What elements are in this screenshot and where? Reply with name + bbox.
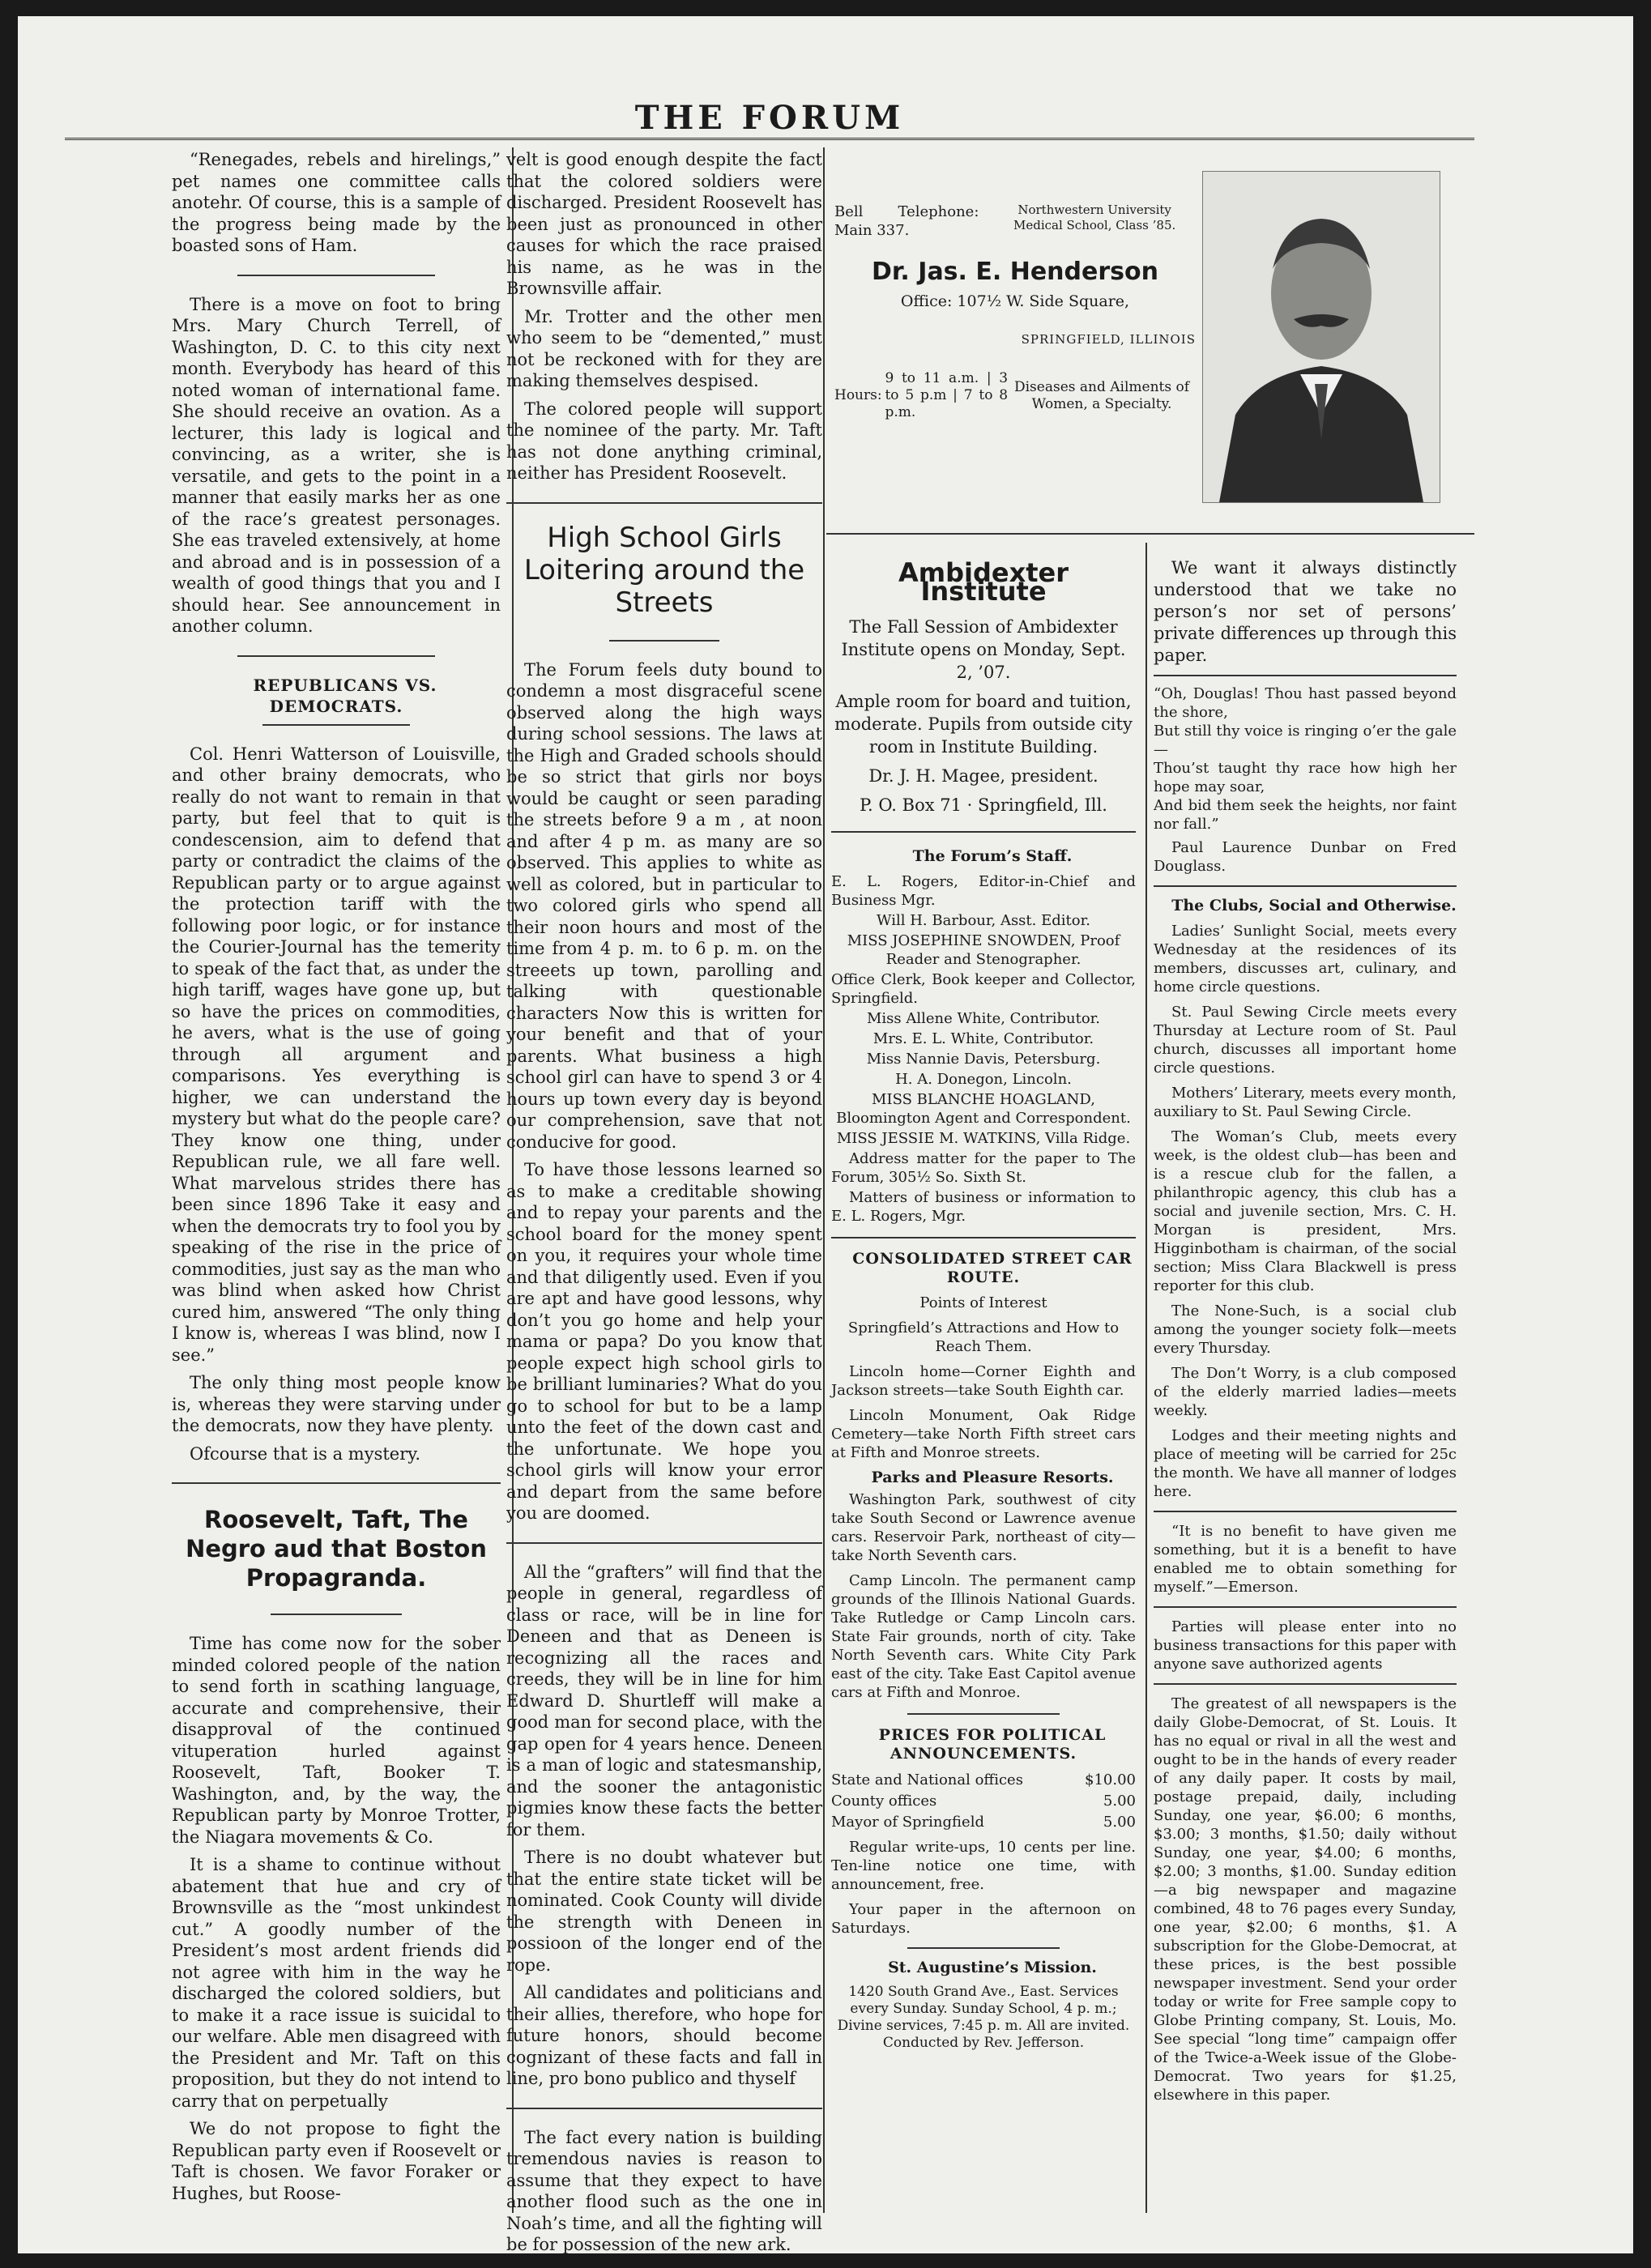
car-route-subtitle2: Springfield’s Attractions and How to Reach Them. <box>847 1319 1120 1355</box>
notice-private-differences: We want it always distinctly understood that we take no person’s nor set of persons’ private differences up through this paper. <box>1154 558 1457 665</box>
article-high-school-p2: To have those lessons learned so as to make a creditable showing and to repay your parents and the school board for the money spent on you, it requires your whole time and that diligently used. Even if you are apt and have good lessons, why don’t you go home and help your mama or papa? Do you know that people expect high school girls to be brilliant luminaries? What do you go to school for but to be a lamp unto the feet of the down cast and the unfortunate. We hope you school girls will know your error and depart from the same before you are doomed. <box>506 1160 822 1523</box>
club-item: The Don’t Worry, is a club composed of the elderly married ladies—meets weekly. <box>1154 1365 1457 1419</box>
divider <box>237 655 435 657</box>
staff-line: MISS BLANCHE HOAGLAND, Bloomington Agent and Correspondent. <box>836 1091 1131 1127</box>
mission-title: St. Augustine’s Mission. <box>888 1959 1097 1976</box>
institute-address: P. O. Box 71 · Springfield, Ill. <box>860 795 1107 815</box>
club-item: Ladies’ Sunlight Social, meets every Wednesday at the residences of its members, discusses art, culinary, and home circle questions. <box>1154 923 1457 995</box>
article-watterson-p2: The only thing most people know is, whereas they were starving under the democrats, now they have plenty. <box>172 1373 501 1435</box>
masthead-title: THE FORUM <box>634 99 905 137</box>
institute-name: Ambidexter Institute <box>898 557 1069 607</box>
divider <box>506 502 822 504</box>
club-item: Lodges and their meeting nights and place of meeting will be carried for 25c the month. We have all manner of lodges here. <box>1154 1427 1457 1500</box>
divider <box>609 640 720 642</box>
doctor-ad <box>834 202 1196 421</box>
mission-text: 1420 South Grand Ave., East. Services every Sunday. Sunday School, 4 p. m.; Divine services, 7:45 p. m. All are invited. Conducted by Rev. Jefferson. <box>837 1984 1130 2051</box>
article-roosevelt-p3: We do not propose to fight the Republican party even if Roosevelt or Taft is chosen. We favor Foraker or Hughes, but Roose- <box>172 2119 501 2203</box>
portrait-illustration <box>1203 172 1440 502</box>
staff-line: Mrs. E. L. White, Contributor. <box>872 1030 1094 1047</box>
staff-line: H. A. Donegon, Lincoln. <box>895 1071 1072 1088</box>
divider <box>506 1542 822 1544</box>
doctor-hours: 9 to 11 a.m. | 3 to 5 p.m | 7 to 8 p.m. <box>885 370 1009 420</box>
price-label: County offices <box>831 1793 937 1810</box>
doctor-ad-bottom-rule <box>826 533 1474 535</box>
staff-line: Miss Allene White, Contributor. <box>866 1010 1101 1027</box>
divider <box>506 2108 822 2109</box>
prices-title: PRICES FOR POLITICAL ANNOUNCEMENTS. <box>878 1726 1107 1763</box>
headline-roosevelt-taft: Roosevelt, Taft, The Negro aud that Boston Propagranda. <box>186 1506 487 1592</box>
price-label: State and National offices <box>831 1771 1023 1788</box>
club-item: St. Paul Sewing Circle meets every Thursday at Lecture room of St. Paul church, discusses all important home circle questions. <box>1154 1004 1457 1076</box>
price-row <box>831 1812 1136 1833</box>
notice-authorized-agents: Parties will please enter into no business transactions for this paper with anyone save authorized agents <box>1154 1618 1457 1673</box>
price-value: $10.00 <box>1085 1771 1136 1788</box>
divider <box>1154 885 1457 887</box>
club-item: The Woman’s Club, meets every week, is the oldest club—has been and is a rescue club for the fallen, a philanthropic agency, this club has a social and juvenile section, Mrs. C. H. Morgan is president, Mrs. Higginbotham is chairman, of the social section; Miss Clara Blackwell is press reporter for this club. <box>1154 1128 1457 1294</box>
doctor-school: Northwestern University Medical School, Class ’85. <box>1013 202 1176 232</box>
article-watterson: Col. Henri Watterson of Louisville, and other brainy democrats, who really do not want to remain in that party, but feel that to quit is condescension, aim to defend that party or contradict the claims of the Republican party or to argue against the protection tariff with the following poor logic, or for instance the Courier-Journal has the temerity to speak of the fact that, as under the high tariff, wages have gone up, but so have the prices on commodities, he avers, what is the use of going through all argument and comparisons. Yes everything is higher, we can understand the mystery but what do the people care? They know one thing, under Republican rule, we all fare well. What marvelous strides there has been since 1896 Take it easy and when the democrats try to fool you by speaking of the rise in the price of commodities, just say as the man who was blind when asked how Christ cured him, answered “The only thing I know is, whereas I was blind, now I see.” <box>172 744 501 1365</box>
institute-session: The Fall Session of Ambidexter Institute opens on Monday, Sept. 2, ’07. <box>841 617 1126 682</box>
divider <box>172 1482 501 1484</box>
car-route-lincoln-home: Lincoln home—Corner Eighth and Jackson streets—take South Eighth car. <box>831 1363 1136 1399</box>
column-2 <box>506 149 822 2262</box>
divider <box>831 831 1136 833</box>
staff-line: Miss Nannie Davis, Petersburg. <box>866 1051 1101 1068</box>
article-candidates: All candidates and politicians and their allies, therefore, who hope for future honors, should become cognizant of these facts and fall in line, pro bono publico and thyself <box>506 1983 822 2088</box>
article-roosevelt-p2: It is a shame to continue without abatement that hue and cry of Brownsville as the “most unkindest cut.” A goodly number of the President’s most ardent friends did not agree with him in the way he discharged the colored soldiers, but to make it a race issue is suicidal to our welfare. Able men disagreed with the President and Mr. Taft on this proposition, but they do not intend to carry that on perpetually <box>172 1855 501 2111</box>
doctor-city: SPRINGFIELD, ILLINOIS <box>1021 332 1196 347</box>
globe-democrat-ad: The greatest of all newspapers is the daily Globe-Democrat, of St. Louis. It has no equal or rival in all the west and ought to be in the hands of every reader of any daily paper. It costs by mail, postage prepaid, daily, including Sunday, one year, $6.00; 6 months, $3.00; 3 months, $1.50; daily without Sunday, one year, $4.00; 6 months, $2.00; 3 months, $1.00. Sunday edition—a big newspaper and magazine combined, 48 to 76 pages every Sunday, one year, $2.00; 6 months, $1. A subscription for the Globe-Democrat, at these prices, is the best possible newspaper investment. Send your order today or write for Free sample copy to Globe Printing company, St. Louis, Mo. See special “long time” campaign offer of the Twice-a-Week issue of the Globe-Democrat. Two years for $1.25, elsewhere in this paper. <box>1154 1695 1457 2104</box>
article-trotter: Mr. Trotter and the other men who seem to be “demented,” must not be reckoned with for they are making themselves despised. <box>506 306 822 390</box>
club-item: The None-Such, is a social club among the younger society folk—meets every Thursday. <box>1154 1302 1457 1357</box>
divider <box>1154 1606 1457 1608</box>
car-route-camp: Camp Lincoln. The permanent camp grounds of the Illinois National Guards. Take Rutledge or Camp Lincoln cars. State Fair grounds, north of city. Take North Seventh cars. White City Park east of the city. Take East Capitol avenue cars at Fifth and Monroe. <box>831 1572 1136 1701</box>
doctor-portrait <box>1202 171 1440 503</box>
poem-line: And bid them seek the heights, nor faint nor fall.” <box>1154 797 1457 833</box>
price-value: 5.00 <box>1103 1814 1136 1831</box>
article-roosevelt-cont: velt is good enough despite the fact that the colored soldiers were discharged. President Roosevelt has been just as pronounced in other causes for which the race praised his name, as he was in the Brownsville affair. <box>506 150 822 298</box>
prices-saturdays: Your paper in the afternoon on Saturdays. <box>831 1901 1136 1937</box>
doctor-name: Dr. Jas. E. Henderson <box>872 258 1158 286</box>
column-rule-2 <box>823 147 825 2213</box>
clubs-title: The Clubs, Social and Otherwise. <box>1171 897 1457 914</box>
poem-line: Thou’st taught thy race how high her hope may soar, <box>1154 760 1457 795</box>
staff-line: MISS JOSEPHINE SNOWDEN, Proof Reader and Stenographer. <box>847 932 1120 968</box>
divider <box>907 1947 1060 1949</box>
divider <box>1154 1511 1457 1512</box>
column-1 <box>172 149 501 2210</box>
column-4 <box>1154 557 1457 2111</box>
article-navies: The fact every nation is building tremendous navies is reason to assume that they expect to have another flood such as the one in Noah’s time, and all the fighting will be for possession of the new ark. <box>506 2127 822 2254</box>
price-row <box>831 1770 1136 1791</box>
emerson-quote: “It is no benefit to have given me something, but it is a benefit to have enabled me to obtain something for myself.”—Emerson. <box>1154 1523 1457 1596</box>
headline-high-school-girls: High School Girls Loitering around the Streets <box>523 521 805 619</box>
prices-writeups: Regular write-ups, 10 cents per line. Ten-line notice one time, with announcement, free. <box>831 1839 1136 1893</box>
car-route-monument: Lincoln Monument, Oak Ridge Cemetery—take North Fifth street cars at Fifth and Monroe streets. <box>831 1407 1136 1461</box>
institute-room: Ample room for board and tuition, moderate. Pupils from outside city room in Institute Building. <box>834 692 1133 757</box>
staff-title: The Forum’s Staff. <box>912 847 1073 865</box>
poem-line: “Oh, Douglas! Thou hast passed beyond the shore, <box>1154 685 1457 721</box>
heading-republicans-vs-democrats: REPUBLICANS VS. DEMOCRATS. <box>253 675 437 716</box>
divider <box>831 1237 1136 1238</box>
car-route-parks: Washington Park, southwest of city take South Second or Lawrence avenue cars. Reservoir Park, northeast of city—take North Seventh cars. <box>831 1491 1136 1564</box>
club-item: Mothers’ Literary, meets every month, auxiliary to St. Paul Sewing Circle. <box>1154 1085 1457 1120</box>
article-high-school-p1: The Forum feels duty bound to condemn a most disgraceful scene observed along the high ways during school sessions. The laws at the High and Graded schools should be so strict that girls nor boys would be caught or seen parading the streets before 9 a m , at noon and after 4 p m. as many are so observed. This applies to white as well as colored, but in particular to two colored girls who spend all their noon hours and most of the time from 4 p. m. to 6 p. m. on the streeets up town, parolling and talking with questionable characters Now this is written for your benefit and that of your parents. What business a high school girl can have to spend 3 or 4 hours up town every day is beyond our comprehension, save that not conducive for good. <box>506 659 822 1152</box>
divider <box>271 1614 402 1615</box>
article-terrell: There is a move on foot to bring Mrs. Mary Church Terrell, of Washington, D. C. to this city next month. Everybody has heard of this noted woman of international fame. She should receive an ovation. As a lecturer, this lady is logical and convincing, as a writer, she is versatile, and gets to the point in a manner that easily marks her as one of the race’s greatest personages. She eas traveled extensively, at home and abroad and is in possession of a wealth of good things that you and I should hear. See announcement in another column. <box>172 294 501 636</box>
staff-line: E. L. Rogers, Editor-in-Chief and Business Mgr. <box>831 873 1136 909</box>
divider <box>907 1713 1060 1715</box>
article-roosevelt-p1: Time has come now for the sober minded colored people of the nation to send forth in scathing language, accurate and comprehensive, their disapproval of the continued vituperation hurled against Roosevelt, Taft, Booker T. Washington, and, by the way, the Republican party by Monroe Trotter, the Niagara movements & Co. <box>172 1634 501 1847</box>
column-rule-3 <box>1145 543 1147 2213</box>
masthead <box>65 96 1474 140</box>
article-grafters: All the “grafters” will find that the people in general, regardless of class or race, will be in line for Deneen and that as Deneen is recognizing all the races and creeds, they will be in line for him Edward D. Shurtleff will make a good man for second place, with the gap open for 4 years hence. Deneen is a man of logic and statesmanship, and the sooner the antagonistic pigmies know these facts the better for them. <box>506 1562 822 1840</box>
staff-line: Will H. Barbour, Asst. Editor. <box>877 912 1090 929</box>
article-renegades: “Renegades, rebels and hirelings,” pet names one committee calls anotehr. Of course, this is a sample of the progress being made by the boasted sons of Ham. <box>172 150 501 255</box>
doctor-hours-label: Hours: <box>834 387 882 403</box>
divider <box>237 275 435 276</box>
divider <box>1154 675 1457 676</box>
price-value: 5.00 <box>1103 1793 1136 1810</box>
car-route-subtitle: Points of Interest <box>919 1294 1047 1311</box>
poem-line: But still thy voice is ringing o’er the gale— <box>1154 723 1457 758</box>
car-route-title: CONSOLIDATED STREET CAR ROUTE. <box>852 1250 1133 1286</box>
price-row <box>831 1791 1136 1812</box>
doctor-specialty: Diseases and Ailments of Women, a Specialty. <box>1013 378 1190 412</box>
staff-line: Office Clerk, Book keeper and Collector, Springfield. <box>831 971 1136 1007</box>
staff-line: MISS JESSIE M. WATKINS, Villa Ridge. <box>836 1130 1131 1147</box>
parks-title: Parks and Pleasure Resorts. <box>871 1469 1114 1486</box>
price-label: Mayor of Springfield <box>831 1814 984 1831</box>
dunbar-poem <box>1154 684 1457 833</box>
institute-president: Dr. J. H. Magee, president. <box>868 766 1099 786</box>
divider <box>262 724 411 726</box>
staff-line: Address matter for the paper to The Forum, 305½ So. Sixth St. <box>831 1150 1136 1186</box>
staff-list <box>831 872 1136 1226</box>
doctor-office: Office: 107½ W. Side Square, <box>900 292 1130 310</box>
article-watterson-p3: Ofcourse that is a mystery. <box>190 1443 421 1464</box>
divider <box>1154 1683 1457 1685</box>
article-state-ticket: There is no doubt whatever but that the entire state ticket will be nominated. Cook County will divide the strength with Deneen in possioon of the longer end of the rope. <box>506 1848 822 1975</box>
staff-line: Matters of business or information to E. L. Rogers, Mgr. <box>831 1189 1136 1225</box>
column-3 <box>831 557 1136 2058</box>
poem-credit: Paul Laurence Dunbar on Fred Douglass. <box>1154 839 1457 875</box>
doctor-phone: Bell Telephone: Main 337. <box>834 203 979 239</box>
article-support-nominee: The colored people will support the nominee of the party. Mr. Taft has not done anything criminal, neither has President Roosevelt. <box>506 399 822 483</box>
